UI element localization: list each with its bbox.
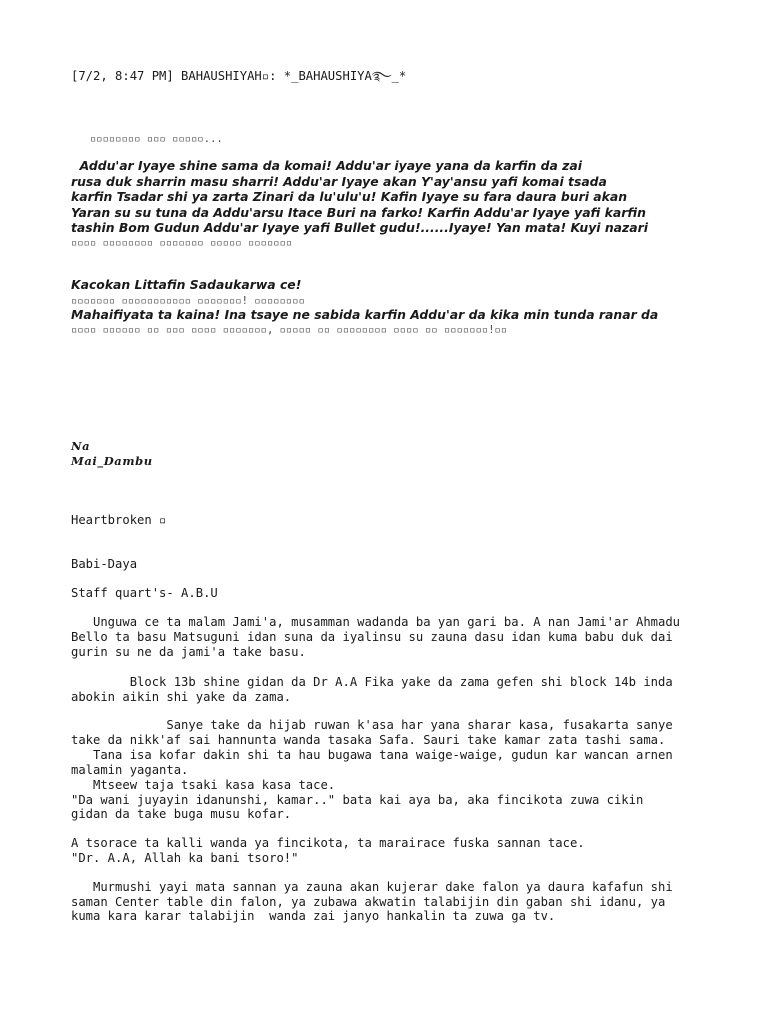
chat-header: [7/2, 8:47 PM] BAHAUSHIYAH▫: *_BAHAUSHIYA࿐_* xyxy=(71,69,407,83)
story-line: Unguwa ce ta malam Jami'a, musamman wadanda ba yan gari ba. A nan Jami'ar Ahmadu xyxy=(71,615,681,629)
story-line: Murmushi yayi mata sannan ya zauna akan kujerar dake falon ya daura kafafun shi xyxy=(71,880,673,894)
story-line: Tana isa kofar dakin shi ta hau bugawa tana waige-waige, gudun kar wancan arnen xyxy=(71,748,673,762)
story-line: saman Center table din falon, ya zubawa akwatin talabijin din gaban shi idanu, ya xyxy=(71,895,666,909)
quote-line: rusa duk sharrin masu sharri! Addu'ar Iyaye akan Y'ay'ansu yafi komai tsada xyxy=(71,173,607,189)
story-line: gidan da take buga musu kofar. xyxy=(71,807,292,821)
quote-line: Yaran su su tuna da Addu'arsu Itace Buri na farko! Karfin Addu'ar Iyaye yafi karfin xyxy=(71,204,646,220)
chapter-label: Babi-Daya xyxy=(71,557,138,571)
story-line: kuma kara karar talabijin wanda zai janyo hankalin ta zuwa ga tv. xyxy=(71,909,556,923)
story-line: "Dr. A.A, Allah ka bani tsoro!" xyxy=(71,851,299,865)
author-prefix: Na xyxy=(71,439,91,453)
story-line: Sanye take da hijab ruwan k'asa har yana sharar kasa, fusakarta sanye xyxy=(71,718,673,732)
quote-line: tashin Bom Gudun Addu'ar Iyaye yafi Bullet gudu!......Iyaye! Yan mata! Kuyi nazari xyxy=(71,220,648,235)
story-line: take da nikk'af sai hannunta wanda tasaka Safa. Sauri take kamar zata tashi sama. xyxy=(71,733,666,747)
story-line: abokin aikin shi yake da zama. xyxy=(71,690,292,704)
story-line: malamin yaganta. xyxy=(71,763,189,777)
author-handle: Mai_Dambu xyxy=(71,454,153,468)
placeholder-glyph-line: ▫▫▫▫▫▫▫▫ ▫▫▫ ▫▫▫▫▫... xyxy=(71,133,223,145)
story-line: Block 13b shine gidan da Dr A.A Fika yake da zama gefen shi block 14b inda xyxy=(71,675,673,689)
story-line: Bello ta basu Matsuguni idan suna da iyalinsu su zauna dasu idan kuma babu duk dai xyxy=(71,630,673,644)
story-title: Heartbroken ▫ xyxy=(71,513,167,527)
location-label: Staff quart's- A.B.U xyxy=(71,586,218,600)
quote-line: Addu'ar Iyaye shine sama da komai! Addu'ar iyaye yana da karfin da zai xyxy=(71,158,582,173)
placeholder-glyph-line: ▫▫▫▫▫▫▫ ▫▫▫▫▫▫▫▫▫▫▫ ▫▫▫▫▫▫▫! ▫▫▫▫▫▫▫▫ xyxy=(71,295,305,307)
placeholder-glyph-line: ▫▫▫▫ ▫▫▫▫▫▫ ▫▫ ▫▫▫ ▫▫▫▫ ▫▫▫▫▫▫▫, ▫▫▫▫▫ ▫▫ ▫▫▫▫▫▫▫▫ ▫▫▫▫ ▫▫ ▫▫▫▫▫▫▫!▫▫ xyxy=(71,324,508,336)
story-line: gurin su ne da jami'a take basu. xyxy=(71,645,306,659)
story-line: "Da wani juyayin idanunshi, kamar.." bata kai aya ba, aka fincikota zuwa cikin xyxy=(71,793,644,807)
story-line: A tsorace ta kalli wanda ya fincikota, ta marairace fuska sannan tace. xyxy=(71,836,585,850)
story-line: Mtseew taja tsaki kasa kasa tace. xyxy=(71,778,336,792)
quote-line: karfin Tsadar shi ya zarta Zinari da lu'ulu'u! Kafin Iyaye su fara daura buri akan xyxy=(71,189,628,204)
dedication-line: Mahaifiyata ta kaina! Ina tsaye ne sabida karfin Addu'ar da kika min tunda ranar da xyxy=(71,307,659,322)
placeholder-glyph-line: ▫▫▫▫ ▫▫▫▫▫▫▫▫ ▫▫▫▫▫▫▫ ▫▫▫▫▫ ▫▫▫▫▫▫▫ xyxy=(71,237,293,249)
section-title: Kacokan Littafin Sadaukarwa ce! xyxy=(71,277,302,292)
